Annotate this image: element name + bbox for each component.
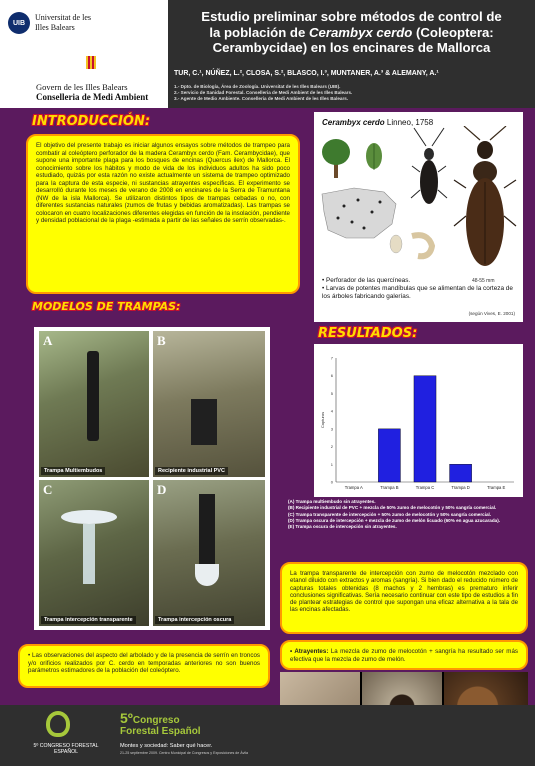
trap-b-letter: B — [157, 333, 166, 348]
bar — [450, 464, 472, 482]
congress-logo-icon — [46, 711, 70, 737]
authors: TUR, C.¹, NÚÑEZ, L.², CLOSA, S.², BLASCO, I.³, MUNTANER, A.³ & ALEMANY, A.¹ — [174, 70, 439, 77]
pvc-container-icon — [191, 399, 217, 445]
results-bar-chart — [314, 344, 523, 497]
trap-c-roof-icon — [61, 510, 117, 524]
govern-text — [36, 82, 148, 102]
attractants-box — [280, 640, 528, 670]
affiliation-2: 2.- Servicio de Sanidad Forestal. Conselleria de Medi Ambient de les Illes Balears. — [174, 90, 353, 95]
header-title-panel — [168, 0, 535, 108]
trap-c-letter: C — [43, 482, 53, 497]
transparent-interception-trap-icon — [83, 524, 95, 584]
trap-a-label: Trampa Multiembudos — [41, 467, 105, 475]
uib-logo — [8, 12, 91, 34]
oak-tree-icon — [322, 139, 350, 178]
conclusion-box — [280, 562, 528, 634]
footer — [0, 705, 535, 766]
cerambyx-bullet-1: • Perforador de las quercíneas. — [322, 277, 411, 284]
congress-number: 5º — [120, 710, 133, 726]
traps-panel — [34, 327, 270, 630]
y-tick-label: 7 — [330, 355, 333, 361]
trap-a-photo — [39, 331, 149, 477]
y-axis-label: Capturas — [320, 411, 325, 429]
conclusion-text: La trampa transparente de intercepción con zumo de melocotón mezclado con etanol diluido con extractos y aromas (sangría). Si bien dado el reducido número de capturas totales obtenidas (8 machos y 2 hembras) es prematuro inferir conclusiones significativas. Sería necesario continuar con este tipo de estudios a fin de plantear estrategias de control que supongan una eficaz alternativa a la tala de las encinas afectadas. — [290, 570, 518, 614]
trap-a-letter: A — [43, 333, 53, 348]
cerambyx-species: Cerambyx cerdo — [322, 118, 385, 127]
results-title: RESULTADOS: — [318, 326, 418, 341]
y-tick-label: 5 — [330, 390, 333, 396]
observations-text: • Las observaciones del aspecto del arbolado y de la presencia de serrín en troncos y/o orificios realizados por C. cerdo en temporadas anteriores no son buenos parámetros estimadores de la población del coleóptero. — [28, 652, 260, 675]
attractants-text: La mezcla de zumo de melocotón + sangría ha resultado ser más efectiva que la mezcla de zumo de melón. — [290, 648, 518, 663]
results-legend — [288, 499, 520, 530]
uib-name-line1: Universitat de les — [35, 13, 91, 22]
y-tick-label: 1 — [330, 461, 333, 467]
larva-icon — [390, 235, 432, 256]
multifunnel-trap-icon — [87, 351, 99, 441]
legend-c: (C) Trampa transparente de intercepción + 50% zumo de melocotón y 50% sangría comercial. — [288, 511, 492, 517]
results-chart-panel — [314, 344, 523, 497]
y-tick-label: 4 — [330, 408, 333, 414]
cerambyx-bullet-2: • Larvas de potentes mandíbulas que se alimentan de la corteza de los árboles fabricando galerías. — [322, 284, 513, 300]
trap-c-photo — [39, 480, 149, 626]
cerambyx-source: (según Vives, E. 2001) — [468, 311, 515, 316]
title-line1: Estudio preliminar sobre métodos de control de — [201, 9, 502, 24]
congress-small-name: 5º CONGRESO FORESTAL ESPAÑOL — [33, 743, 99, 756]
attractants-label: • Atrayentes: — [290, 648, 329, 655]
trap-d-funnel-icon — [195, 564, 219, 586]
uib-name — [35, 13, 91, 33]
cerambyx-bullets — [322, 277, 522, 300]
uib-badge-icon: UIB — [8, 12, 30, 34]
x-tick-label: Trampa A — [344, 485, 363, 490]
header-logos — [0, 0, 168, 108]
trap-d-photo — [153, 480, 265, 626]
x-tick-label: Trampa E — [487, 485, 506, 490]
govern-line2: Conselleria de Medi Ambient — [36, 92, 149, 102]
y-tick-label: 6 — [330, 373, 333, 379]
traps-title: MODELOS DE TRAMPAS: — [32, 300, 181, 313]
bar — [378, 429, 400, 482]
govern-line1: Govern de les Illes Balears — [36, 82, 128, 92]
trap-d-letter: D — [157, 482, 167, 497]
intro-text: El objetivo del presente trabajo es iniciar algunos ensayos sobre métodos de trampeo para combatir al coleóptero perforador de la madera Cerambyx cerdo (Fam. Cerambycidae), que supone una importante plaga para los bosques de encinas (Quercus ilex) de Mallorca. El conocimiento sobre los hábitos y modo de vida de los individuos adultos ha sido poco estudiado, quizás por esta razón no existe actualmente un sistema de trampeo optimizado para la captura de esta especie, ni sustancias atrayentes específicas. El experimento se desarrolló durante los meses de verano de 2008 en encinares de la Serra de Tramuntana (NW de la isla Mallorca). Se utilizaron distintos tipos de trampas cebadas o no, con diferentes sustancias naturales (zumos de frutas y bebidas aromatizadas). Las trampas se colocaron en cuatro localizaciones diferentes elegidas en función de la insolación, pendiente y densidad poblacional de la plaga -estimada a partir de las señales de serrín observadas-. — [36, 142, 290, 224]
affiliations — [174, 84, 352, 102]
title-line3: Cerambycidae) en los encinares de Mallorca — [212, 40, 491, 55]
congress-line2: Forestal Español — [120, 726, 201, 737]
title-species: Cerambyx cerdo — [308, 24, 413, 40]
oak-leaf-icon — [366, 143, 382, 170]
cerambyx-illustrations — [314, 126, 523, 286]
observations-box — [18, 644, 270, 688]
beetle-size-label: 48-55 mm — [472, 278, 495, 284]
legend-e: (E) Trampa oscura de intercepción sin atrayentes. — [288, 524, 397, 530]
govern-flag-icon — [86, 56, 96, 69]
trap-b-label: Recipiente industrial PVC — [155, 467, 228, 475]
legend-a: (A) Trampa multiembudo sin atrayentes. — [288, 499, 376, 504]
title-line2 — [172, 25, 531, 41]
intro-title: INTRODUCCIÓN: — [32, 114, 151, 129]
iberia-map-icon — [322, 188, 396, 238]
trap-d-label: Trampa intercepción oscura — [155, 616, 234, 624]
beetle-female-icon — [454, 126, 516, 266]
congress-line1: Congreso — [132, 715, 180, 726]
congress-details: 21-25 septiembre 2009. Centro Municipal de Congresos y Exposiciones de Ávila — [120, 751, 249, 755]
x-tick-label: Trampa B — [380, 485, 399, 490]
y-tick-label: 3 — [330, 426, 333, 432]
title-line2-post: (Coleoptera: — [412, 24, 494, 40]
trap-b-photo — [153, 331, 265, 477]
x-tick-label: Trampa D — [451, 485, 470, 490]
legend-d: (D) Trampa oscura de intercepción + mezcla de zumo de melón licuado (60% en agua azucarada). — [288, 517, 501, 523]
affiliation-3: 3.- Agente de Medio Ambiente. Conselleria de Medi Ambient de les Illes Balears. — [174, 96, 349, 101]
bar — [414, 376, 436, 482]
dark-interception-trap-icon — [199, 494, 215, 564]
legend-b: (B) Recipiente industrial de PVC + mezcla de 50% zumo de melocotón y 50% sangría comercial. — [288, 505, 497, 511]
beetle-male-icon — [411, 128, 447, 204]
cerambyx-author: Linneo, 1758 — [384, 118, 434, 127]
intro-box — [26, 134, 300, 294]
title-line2-pre: la población de — [209, 24, 309, 40]
y-tick-label: 0 — [330, 479, 333, 485]
trap-c-label: Trampa intercepción transparente — [41, 616, 136, 624]
poster-title — [172, 9, 531, 56]
congress-tagline: Montes y sociedad: Saber qué hacer. — [120, 743, 213, 749]
congress-big-name — [120, 710, 201, 737]
uib-name-line2: Illes Balears — [35, 23, 75, 32]
x-tick-label: Trampa C — [415, 485, 435, 490]
cerambyx-panel — [314, 112, 523, 322]
affiliation-1: 1.- Dpto. de Biología, Área de Zoología. Universitat de les Illes Balears (UIB). — [174, 84, 341, 89]
y-tick-label: 2 — [330, 444, 333, 450]
